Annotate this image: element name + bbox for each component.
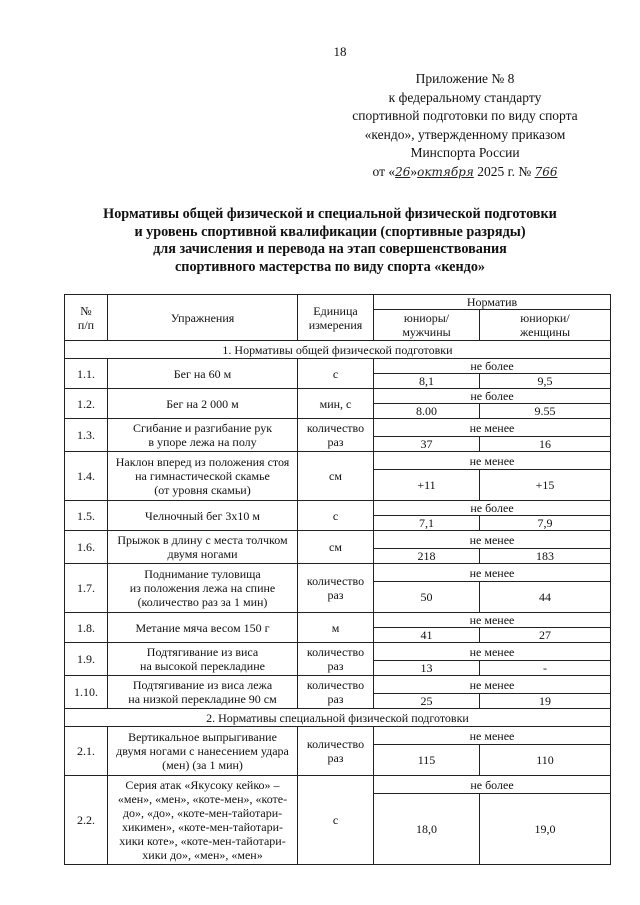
appendix-line: спортивной подготовки по виду спорта	[352, 108, 578, 123]
section-title: 2. Нормативы специальной физической подготовки	[65, 709, 611, 727]
table-row	[65, 389, 611, 404]
value-female: 7,9	[480, 516, 611, 531]
handwritten-order-number: 766	[534, 164, 558, 179]
value-male: 41	[374, 628, 480, 643]
unit: м	[298, 613, 374, 643]
appendix-line: Приложение № 8	[415, 71, 515, 86]
header-exercise: Упражнения	[108, 295, 298, 341]
row-number: 1.10.	[65, 676, 108, 709]
exercise-name: Наклон вперед из положения стоя на гимнастической скамье (от уровня скамьи)	[108, 452, 298, 501]
value-female: 27	[480, 628, 611, 643]
header-num: № п/п	[65, 295, 108, 341]
row-number: 1.9.	[65, 643, 108, 676]
table-row	[65, 419, 611, 437]
row-number: 2.2.	[65, 776, 108, 865]
header-female: юниорки/ женщины	[480, 310, 611, 341]
norm-condition: не менее	[374, 452, 611, 470]
norm-condition: не менее	[374, 676, 611, 694]
table-row	[65, 613, 611, 628]
row-number: 1.7.	[65, 564, 108, 613]
unit: с	[298, 359, 374, 389]
unit: см	[298, 452, 374, 501]
value-male: 115	[374, 745, 480, 776]
value-male: 13	[374, 661, 480, 676]
value-female: 9,5	[480, 374, 611, 389]
unit: количество раз	[298, 643, 374, 676]
table-row	[65, 776, 611, 794]
unit: количество раз	[298, 564, 374, 613]
value-female: 9.55	[480, 404, 611, 419]
row-number: 1.3.	[65, 419, 108, 452]
value-male: 18,0	[374, 794, 480, 865]
page-number: 18	[333, 44, 347, 59]
table-row	[65, 359, 611, 374]
table-row	[65, 531, 611, 549]
appendix-block	[330, 70, 600, 181]
value-female: -	[480, 661, 611, 676]
value-female: 110	[480, 745, 611, 776]
section-row	[65, 709, 611, 727]
handwritten-day: 26	[395, 164, 411, 179]
value-female: 19	[480, 694, 611, 709]
row-number: 2.1.	[65, 727, 108, 776]
norm-condition: не более	[374, 776, 611, 794]
row-number: 1.8.	[65, 613, 108, 643]
unit: мин, с	[298, 389, 374, 419]
exercise-name: Вертикальное выпрыгивание двумя ногами с нанесением удара (мен) (за 1 мин)	[108, 727, 298, 776]
norm-condition: не менее	[374, 727, 611, 745]
value-male: 50	[374, 582, 480, 613]
table-row	[65, 676, 611, 694]
norm-condition: не более	[374, 389, 611, 404]
unit: см	[298, 531, 374, 564]
appendix-line: «кендо», утвержденному приказом	[364, 126, 566, 142]
header-unit: Единица измерения	[298, 295, 374, 341]
value-female: 16	[480, 437, 611, 452]
value-male: 8.00	[374, 404, 480, 419]
row-number: 1.2.	[65, 389, 108, 419]
value-male: 25	[374, 694, 480, 709]
exercise-name: Бег на 60 м	[108, 359, 298, 389]
table-row	[65, 727, 611, 745]
value-male: 37	[374, 437, 480, 452]
norm-condition: не менее	[374, 531, 611, 549]
appendix-date-line: от «26»октября 2025 г. № 766	[372, 163, 558, 179]
section-row	[65, 341, 611, 359]
norm-condition: не менее	[374, 613, 611, 628]
handwritten-month: октября	[417, 164, 474, 179]
value-male: 8,1	[374, 374, 480, 389]
norms-table	[64, 294, 611, 865]
exercise-name: Серия атак «Якусоку кейко» – «мен», «мен», «коте-мен», «коте- до», «до», «коте-мен-тайотари- хикимен», «коте-мен-тайотари- хики коте», «коте-мен-тайотари- хики до», «мен», «мен»	[108, 776, 298, 865]
value-male: 7,1	[374, 516, 480, 531]
unit: количество раз	[298, 676, 374, 709]
table-row	[65, 501, 611, 516]
table-header-row	[65, 295, 611, 310]
exercise-name: Челночный бег 3х10 м	[108, 501, 298, 531]
appendix-line: к федеральному стандарту	[388, 89, 542, 105]
row-number: 1.6.	[65, 531, 108, 564]
unit: количество раз	[298, 419, 374, 452]
norm-condition: не более	[374, 359, 611, 374]
exercise-name: Прыжок в длину с места толчком двумя ногами	[108, 531, 298, 564]
value-male: 218	[374, 549, 480, 564]
row-number: 1.4.	[65, 452, 108, 501]
unit: с	[298, 501, 374, 531]
value-female: 44	[480, 582, 611, 613]
norm-condition: не более	[374, 501, 611, 516]
header-norm: Норматив	[374, 295, 611, 310]
unit: с	[298, 776, 374, 865]
table-row	[65, 564, 611, 582]
row-number: 1.5.	[65, 501, 108, 531]
norm-condition: не менее	[374, 564, 611, 582]
exercise-name: Подтягивание из виса лежа на низкой перекладине 90 см	[108, 676, 298, 709]
exercise-name: Сгибание и разгибание рук в упоре лежа на полу	[108, 419, 298, 452]
exercise-name: Подтягивание из виса на высокой перекладине	[108, 643, 298, 676]
exercise-name: Метание мяча весом 150 г	[108, 613, 298, 643]
document-title: Нормативы общей физической и специальной физической подготовки и уровень спортивной квалификации (спортивные разряды) для зачисления и перевода на этап совершенствования спортивного мастерства по виду спорта «кендо»	[103, 206, 557, 275]
exercise-name: Поднимание туловища из положения лежа на спине (количество раз за 1 мин)	[108, 564, 298, 613]
header-male: юниоры/ мужчины	[374, 310, 480, 341]
table-row	[65, 452, 611, 470]
section-title: 1. Нормативы общей физической подготовки	[65, 341, 611, 359]
appendix-line: Минспорта России	[410, 145, 520, 160]
norm-condition: не менее	[374, 419, 611, 437]
unit: количество раз	[298, 727, 374, 776]
value-male: +11	[374, 470, 480, 501]
row-number: 1.1.	[65, 359, 108, 389]
table-row	[65, 643, 611, 661]
norm-condition: не менее	[374, 643, 611, 661]
value-female: +15	[480, 470, 611, 501]
value-female: 183	[480, 549, 611, 564]
exercise-name: Бег на 2 000 м	[108, 389, 298, 419]
value-female: 19,0	[480, 794, 611, 865]
